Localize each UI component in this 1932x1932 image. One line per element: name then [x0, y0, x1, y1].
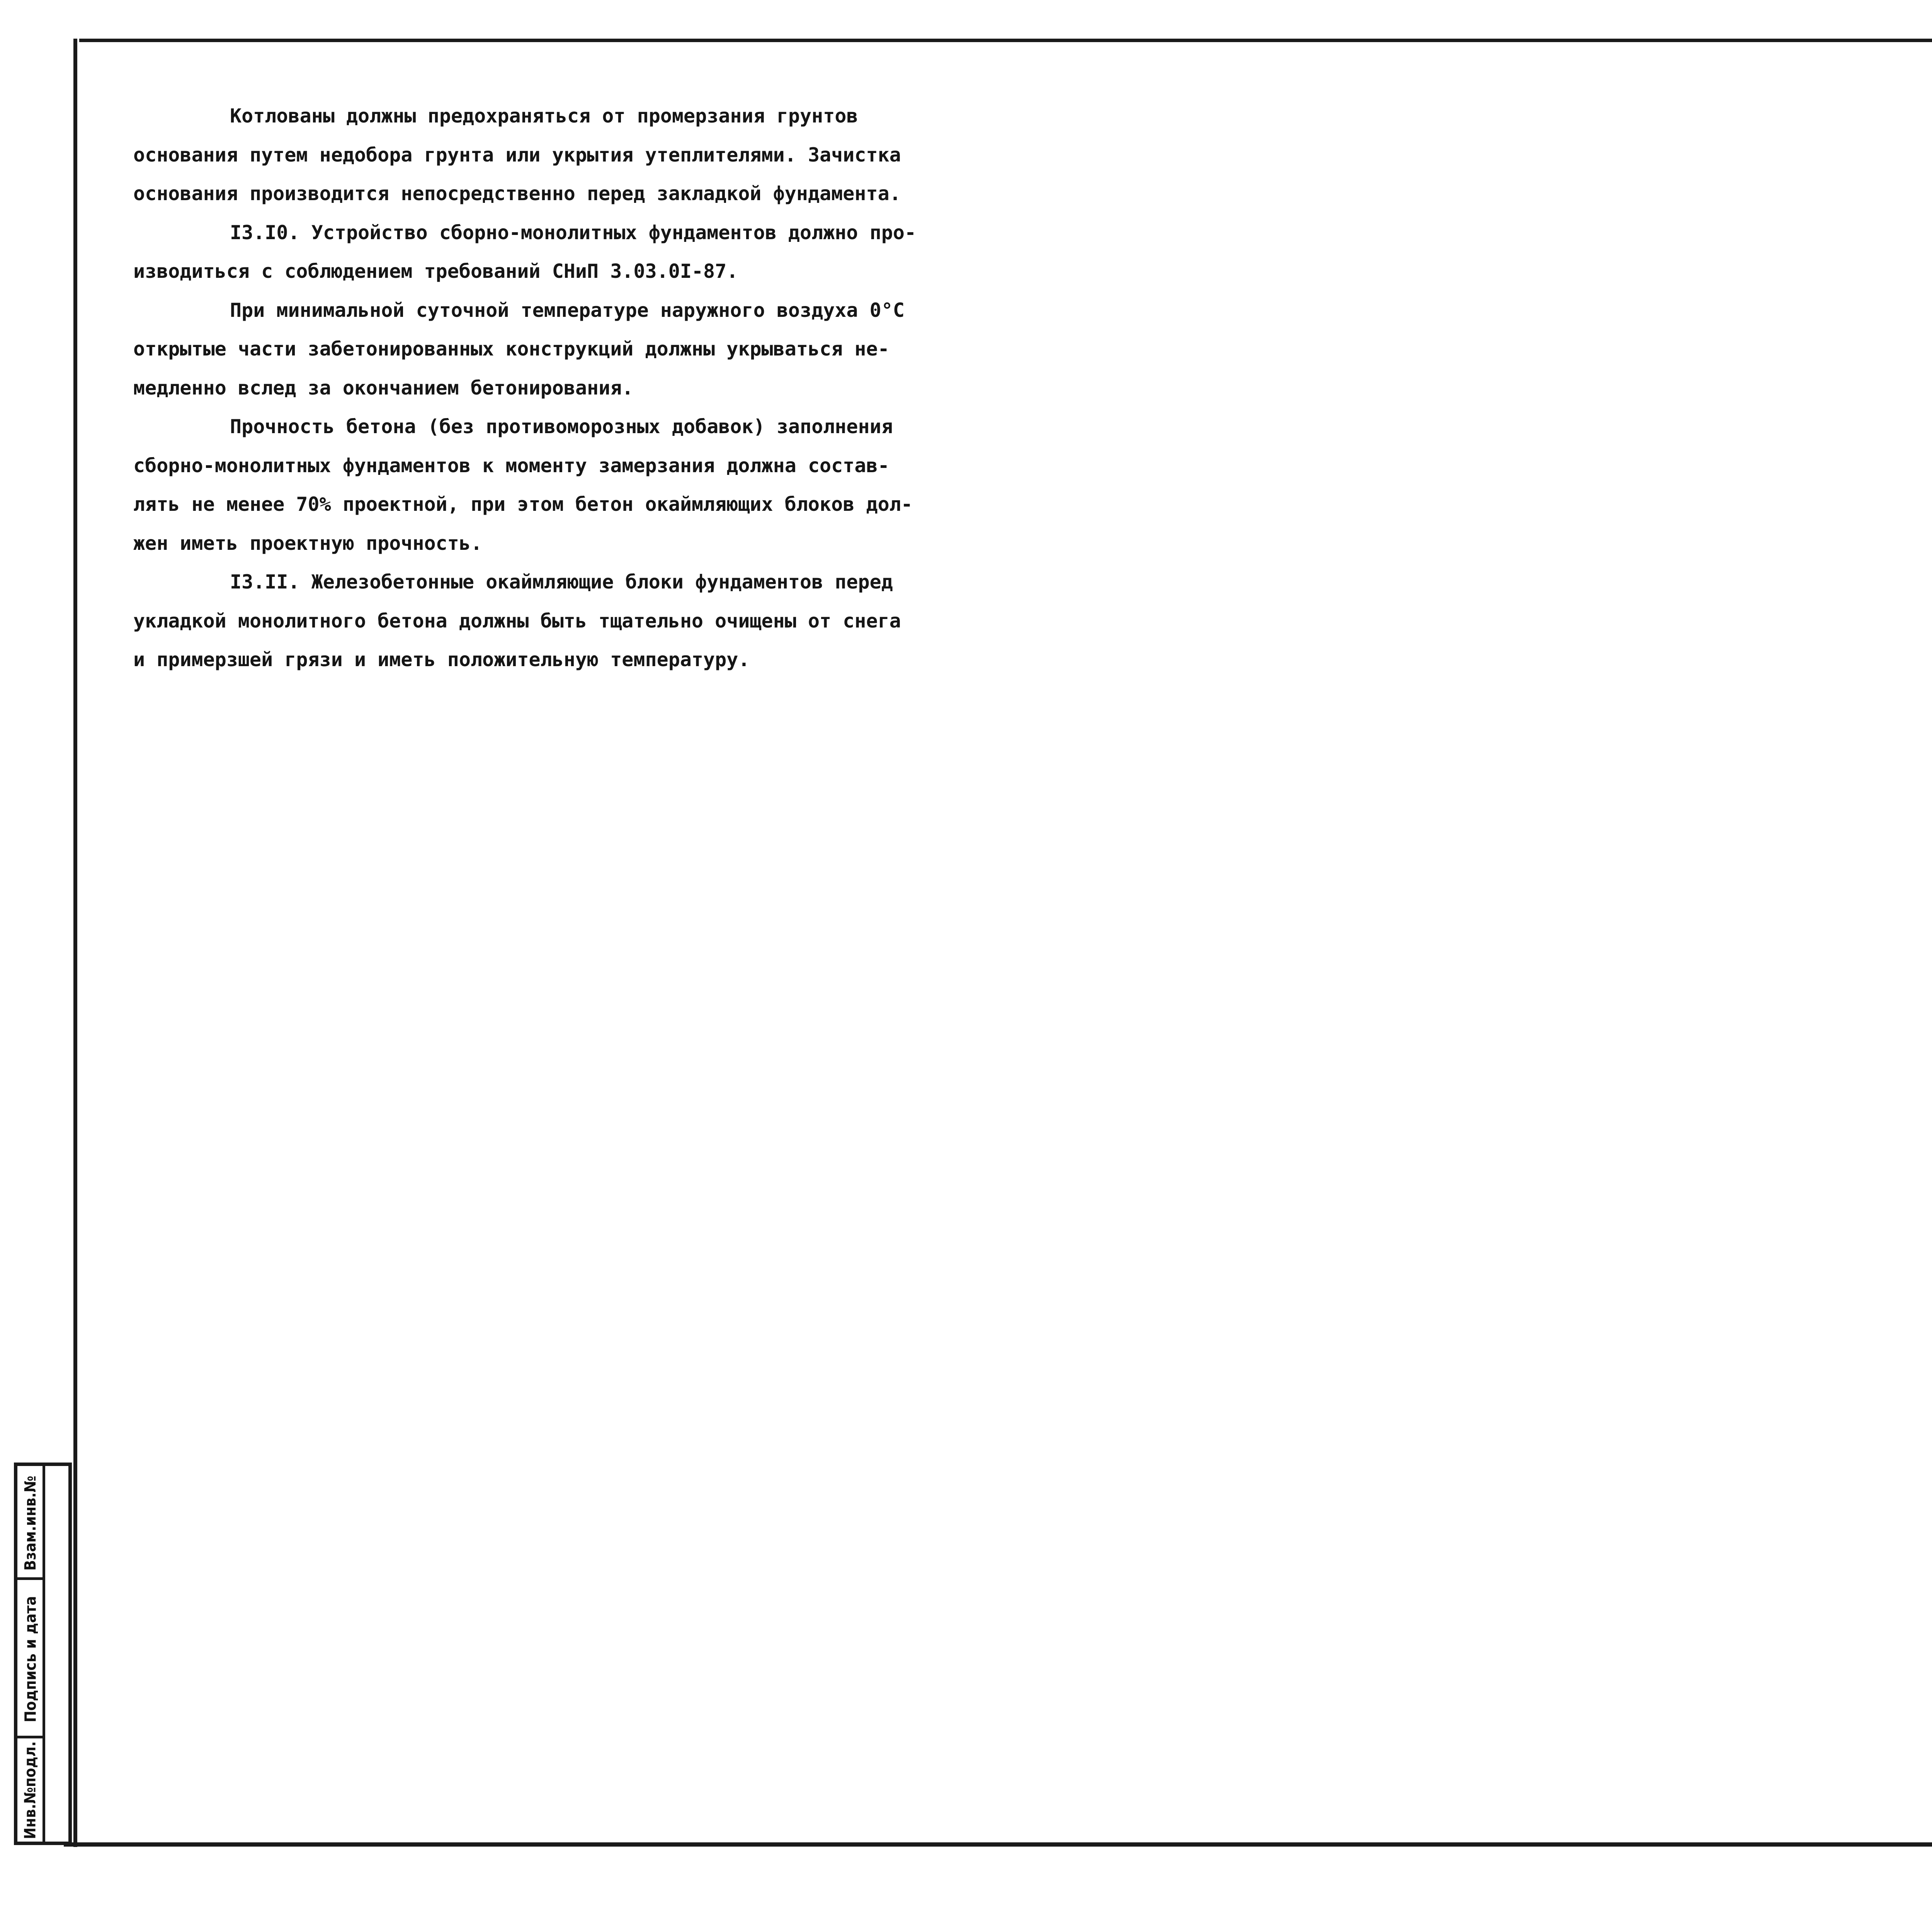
document-body — [133, 97, 952, 679]
stamp-label-replacement-inv: Взам.инв.№ — [22, 1475, 39, 1571]
text-line: Прочность бетона (без противоморозных добавок) заполнения — [230, 415, 893, 438]
paragraph-13-11 — [133, 563, 952, 679]
paragraph-excavation — [133, 97, 952, 213]
text-line: Котлованы должны предохраняться от промерзания грунтов — [230, 105, 858, 127]
paragraph-13-10 — [133, 213, 952, 291]
text-line: укладкой монолитного бетона должны быть тщательно очищены от снега — [133, 609, 901, 632]
text-line: открытые части забетонированных конструкций должны укрываться не- — [133, 338, 889, 360]
frame-top-border — [79, 39, 1932, 42]
text-line: I3.I0. Устройство сборно-монолитных фундаментов должно про- — [230, 221, 917, 244]
text-line: жен иметь проектную прочность. — [133, 532, 483, 554]
text-line: лять не менее 70% проектной, при этом бетон окаймляющих блоков дол- — [133, 493, 913, 515]
stamp-label-signature-date: Подпись и дата — [22, 1596, 40, 1723]
frame-left-border — [73, 39, 77, 1847]
text-line: основания производится непосредственно перед закладкой фундамента. — [133, 182, 901, 205]
text-line: медленно вслед за окончанием бетонирования. — [133, 376, 634, 399]
margin-approval-stamp — [14, 1463, 72, 1845]
text-line: и примерзшей грязи и иметь положительную температуру. — [133, 648, 750, 671]
paragraph-concrete-strength — [133, 407, 952, 563]
paragraph-temperature — [133, 291, 952, 408]
frame-bottom-border — [64, 1842, 1932, 1847]
text-line: сборно-монолитных фундаментов к моменту замерзания должна состав- — [133, 454, 889, 477]
text-line: изводиться с соблюдением требований СНиП 3.03.0I-87. — [133, 260, 738, 282]
text-line: При минимальной суточной температуре наружного воздуха 0°C — [230, 299, 905, 321]
stamp-label-original-inv: Инв.№подл. — [22, 1741, 40, 1839]
text-line: основания путем недобора грунта или укрытия утеплителями. Зачистка — [133, 143, 901, 166]
text-line: I3.II. Железобетонные окаймляющие блоки фундаментов перед — [230, 571, 893, 593]
